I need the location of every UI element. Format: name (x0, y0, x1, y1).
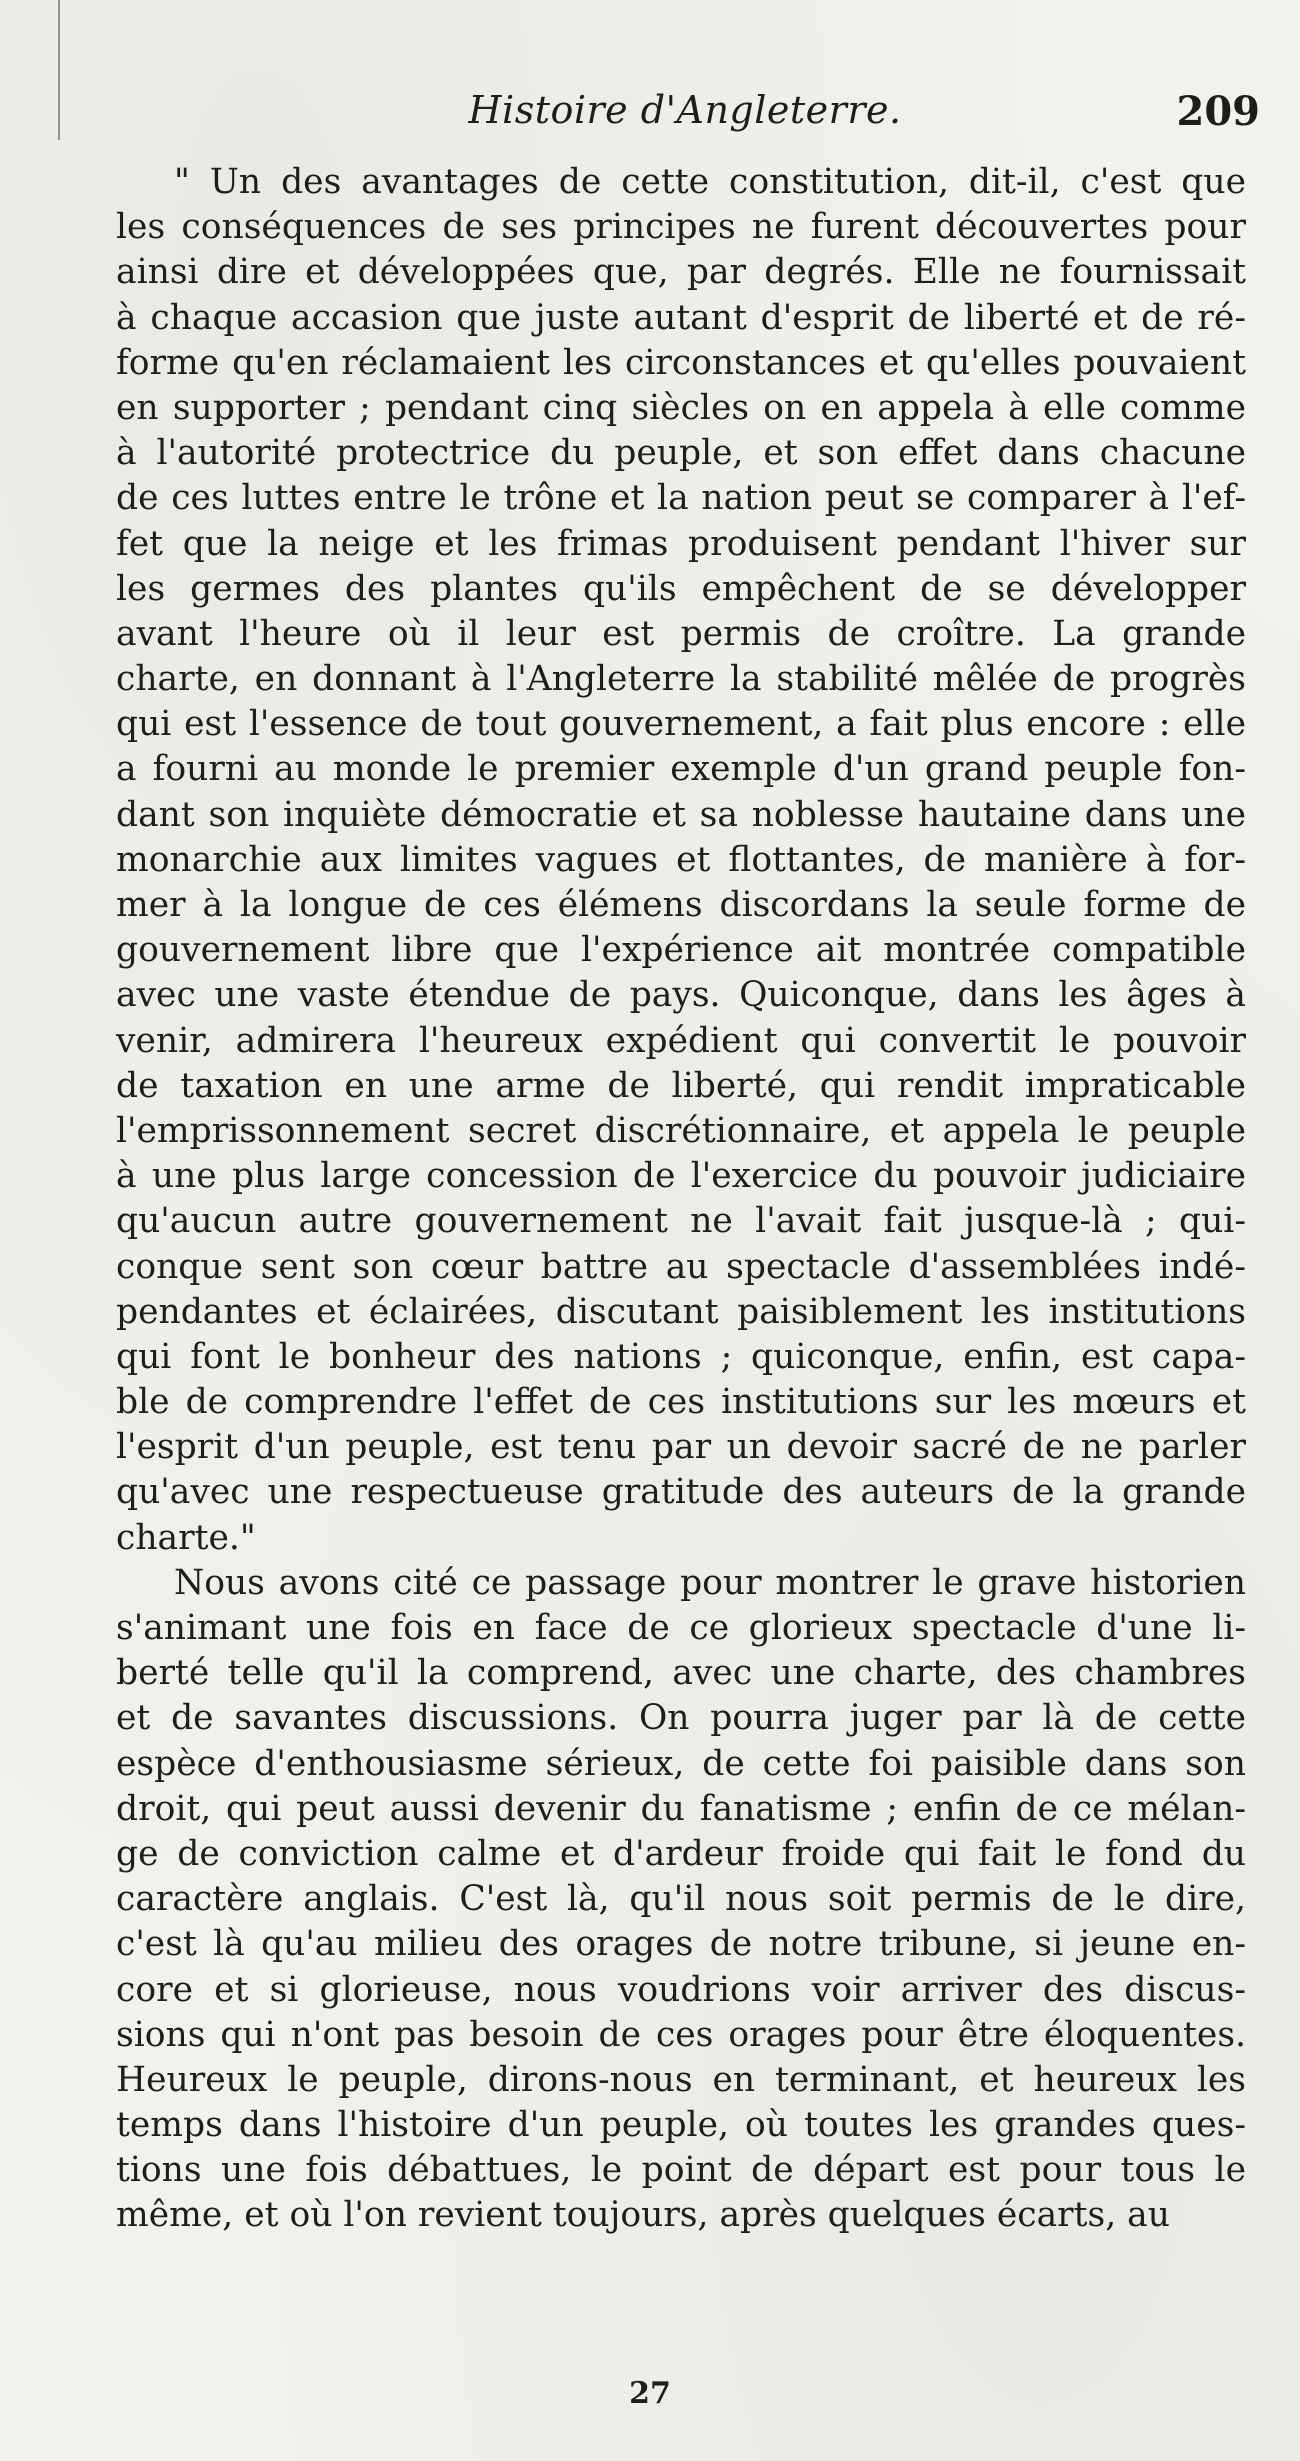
text-line: core et si glorieuse, nous voudrions voir arriver des discus- (116, 1969, 1246, 2010)
text-line: même, et où l'on revient toujours, après quelques écarts, au (116, 2195, 1170, 2236)
text-line: gouvernement libre que l'expérience ait montrée compatible (116, 930, 1246, 971)
text-line: " Un des avantages de cette constitution, dit-il, c'est que (174, 162, 1246, 202)
text-line: Heureux le peuple, dirons-nous en terminant, et heureux les (116, 2059, 1246, 2100)
text-line: sions qui n'ont pas besoin de ces orages pour être éloquentes. (116, 2014, 1246, 2055)
text-line: tions une fois débattues, le point de départ est pour tous le (116, 2150, 1246, 2191)
text-line: à chaque accasion que juste autant d'esprit de liberté et de ré- (116, 297, 1246, 338)
text-line: charte, en donnant à l'Angleterre la stabilité mêlée de progrès (116, 659, 1246, 700)
text-line: charte." (116, 1517, 256, 1558)
text-line: ge de conviction calme et d'ardeur froide qui fait le fond du (116, 1833, 1246, 1874)
text-line: les germes des plantes qu'ils empêchent de se développer (116, 568, 1246, 609)
text-line: s'animant une fois en face de ce glorieux spectacle d'une li- (116, 1608, 1246, 1648)
text-line: venir, admirera l'heureux expédient qui convertit le pouvoir (116, 1020, 1246, 1061)
text-line: a fourni au monde le premier exemple d'un grand peuple fon- (116, 749, 1246, 790)
text-line: droit, qui peut aussi devenir du fanatisme ; enfin de ce mélan- (116, 1788, 1246, 1829)
text-line: dant son inquiète démocratie et sa noblesse hautaine dans une (116, 794, 1246, 835)
text-line: avant l'heure où il leur est permis de croître. La grande (116, 613, 1246, 654)
paragraph (116, 160, 1246, 1561)
text-line: mer à la longue de ces élémens discordans la seule forme de (116, 885, 1246, 925)
text-line: l'emprissonnement secret discrétionnaire, et appela le peuple (116, 1110, 1246, 1151)
text-line: les conséquences de ses principes ne furent découvertes pour (116, 207, 1246, 248)
text-line: Nous avons cité ce passage pour montrer le grave historien (174, 1562, 1246, 1603)
text-line: ble de comprendre l'effet de ces institutions sur les mœurs et (116, 1382, 1246, 1423)
text-line: c'est là qu'au milieu des orages de notre tribune, si jeune en- (116, 1924, 1246, 1965)
text-line: l'esprit d'un peuple, est tenu par un devoir sacré de ne parler (116, 1427, 1246, 1468)
running-title: Histoire d'Angleterre. (468, 88, 902, 132)
text-line: forme qu'en réclamaient les circonstances et qu'elles pouvaient (116, 342, 1246, 383)
text-line: à l'autorité protectrice du peuple, et son effet dans chacune (116, 433, 1246, 474)
text-line: de taxation en une arme de liberté, qui rendit impraticable (116, 1065, 1246, 1106)
paragraph (116, 1561, 1246, 2239)
text-line: de ces luttes entre le trône et la nation peut se comparer à l'ef- (116, 478, 1246, 519)
page-number: 209 (1176, 88, 1260, 135)
text-line: berté telle qu'il la comprend, avec une charte, des chambres (116, 1653, 1246, 1694)
signature-mark: 27 (629, 2376, 671, 2411)
text-line: espèce d'enthousiasme sérieux, de cette foi paisible dans son (116, 1743, 1246, 1784)
text-line: pendantes et éclairées, discutant paisiblement les institutions (116, 1291, 1246, 1332)
text-line: à une plus large concession de l'exercice du pouvoir judiciaire (116, 1156, 1246, 1197)
text-line: qu'aucun autre gouvernement ne l'avait fait jusque-là ; qui- (116, 1201, 1246, 1242)
text-line: qu'avec une respectueuse gratitude des auteurs de la grande (116, 1472, 1246, 1513)
text-line: ainsi dire et développées que, par degrés. Elle ne fournissait (116, 252, 1246, 293)
text-line: temps dans l'histoire d'un peuple, où toutes les grandes ques- (116, 2105, 1246, 2146)
text-line: caractère anglais. C'est là, qu'il nous soit permis de le dire, (116, 1879, 1246, 1920)
text-line: avec une vaste étendue de pays. Quiconque, dans les âges à (116, 975, 1246, 1016)
text-line: qui font le bonheur des nations ; quiconque, enfin, est capa- (116, 1336, 1246, 1377)
text-line: fet que la neige et les frimas produisent pendant l'hiver sur (116, 523, 1246, 564)
text-line: monarchie aux limites vagues et flottantes, de manière à for- (116, 839, 1246, 880)
body-text (116, 160, 1246, 2239)
text-line: conque sent son cœur battre au spectacle d'assemblées indé- (116, 1246, 1246, 1287)
page-header (110, 88, 1260, 148)
text-line: qui est l'essence de tout gouvernement, a fait plus encore : elle (116, 704, 1246, 745)
margin-rule (58, 0, 60, 140)
text-line: en supporter ; pendant cinq siècles on en appela à elle comme (116, 387, 1246, 428)
text-line: et de savantes discussions. On pourra juger par là de cette (116, 1698, 1246, 1739)
